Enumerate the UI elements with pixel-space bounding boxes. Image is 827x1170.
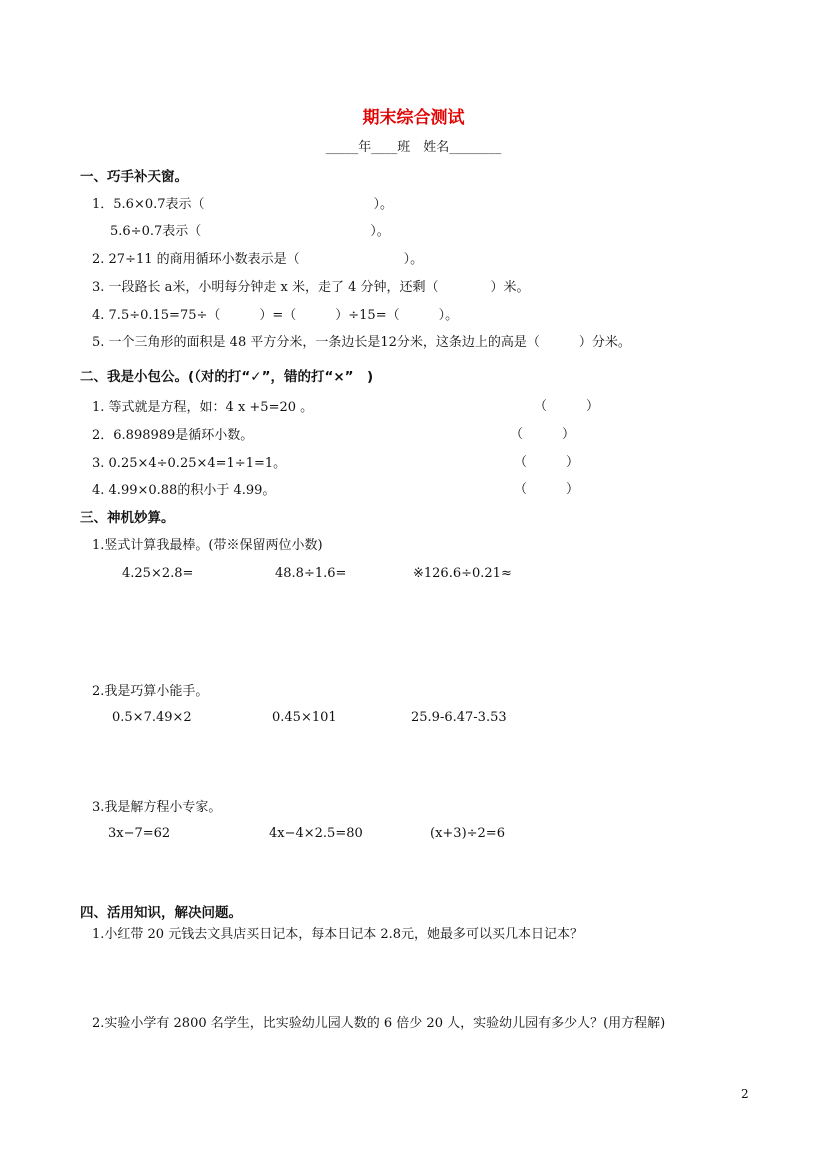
s2-q3-mark: （ ） xyxy=(514,455,580,470)
section-2-heading: 二、我是小包公。(（对的打“✓”，错的打“×” ) xyxy=(80,369,374,385)
section-1-heading: 一、巧手补天窗。 xyxy=(80,169,188,185)
section-3-heading: 三、神机妙算。 xyxy=(80,510,175,526)
page-title: 期末综合测试 xyxy=(362,108,465,128)
s2-q4: 4. 4.99×0.88的积小于 4.99。 xyxy=(92,483,276,498)
s2-q2: 2．6.898989是循环小数。 xyxy=(92,428,254,443)
student-info-line: _____年____班 姓名________ xyxy=(325,140,502,155)
s1-q1b: 5.6÷0.7表示（ ）。 xyxy=(110,224,390,239)
s1-q4: 4. 7.5÷0.15=75÷（ ）=（ ）÷15=（ ）。 xyxy=(92,308,459,323)
s3-p2-item3: 25.9-6.47-3.53 xyxy=(411,710,507,725)
s3-p2-item2: 0.45×101 xyxy=(272,710,337,725)
section-4-heading: 四、活用知识，解决问题。 xyxy=(80,905,242,921)
s3-part3-label: 3.我是解方程小专家。 xyxy=(92,800,222,815)
s3-p1-item3: ※126.6÷0.21≈ xyxy=(413,566,512,581)
s3-p1-item2: 48.8÷1.6= xyxy=(275,566,347,581)
s2-q1-mark: （ ） xyxy=(534,399,600,414)
s2-q2-mark: （ ） xyxy=(510,427,576,442)
s2-q3: 3. 0.25×4÷0.25×4=1÷1=1。 xyxy=(92,456,287,471)
page-number: 2 xyxy=(741,1087,749,1101)
s3-part2-label: 2.我是巧算小能手。 xyxy=(92,684,209,699)
s1-q2: 2. 27÷11 的商用循环小数表示是（ ）。 xyxy=(92,252,424,267)
s3-p3-item2: 4x−4×2.5=80 xyxy=(269,826,363,841)
s1-q5: 5. 一个三角形的面积是 48 平方分米，一条边长是12分米，这条边上的高是（ ）分米。 xyxy=(92,335,631,350)
s2-q4-mark: （ ） xyxy=(514,482,580,497)
s4-q1: 1.小红带 20 元钱去文具店买日记本，每本日记本 2.8元，她最多可以买几本日记本？ xyxy=(92,927,584,942)
s3-p2-item1: 0.5×7.49×2 xyxy=(112,710,192,725)
s3-p3-item1: 3x−7=62 xyxy=(108,826,171,841)
s3-part1-label: 1.竖式计算我最棒。(带※保留两位小数) xyxy=(92,538,323,553)
s1-q3: 3. 一段路长 a米，小明每分钟走 x 米，走了 4 分钟，还剩（ ）米。 xyxy=(92,280,530,295)
s3-p1-item1: 4.25×2.8= xyxy=(122,566,194,581)
s1-q1a: 1．5.6×0.7表示（ ）。 xyxy=(92,197,394,212)
s3-p3-item3: (x+3)÷2=6 xyxy=(430,826,505,841)
s4-q2: 2.实验小学有 2800 名学生，比实验幼儿园人数的 6 倍少 20 人，实验幼儿园有多少人？(用方程解) xyxy=(92,1016,666,1031)
s2-q1: 1. 等式就是方程，如：4 x +5=20 。 xyxy=(92,400,314,415)
